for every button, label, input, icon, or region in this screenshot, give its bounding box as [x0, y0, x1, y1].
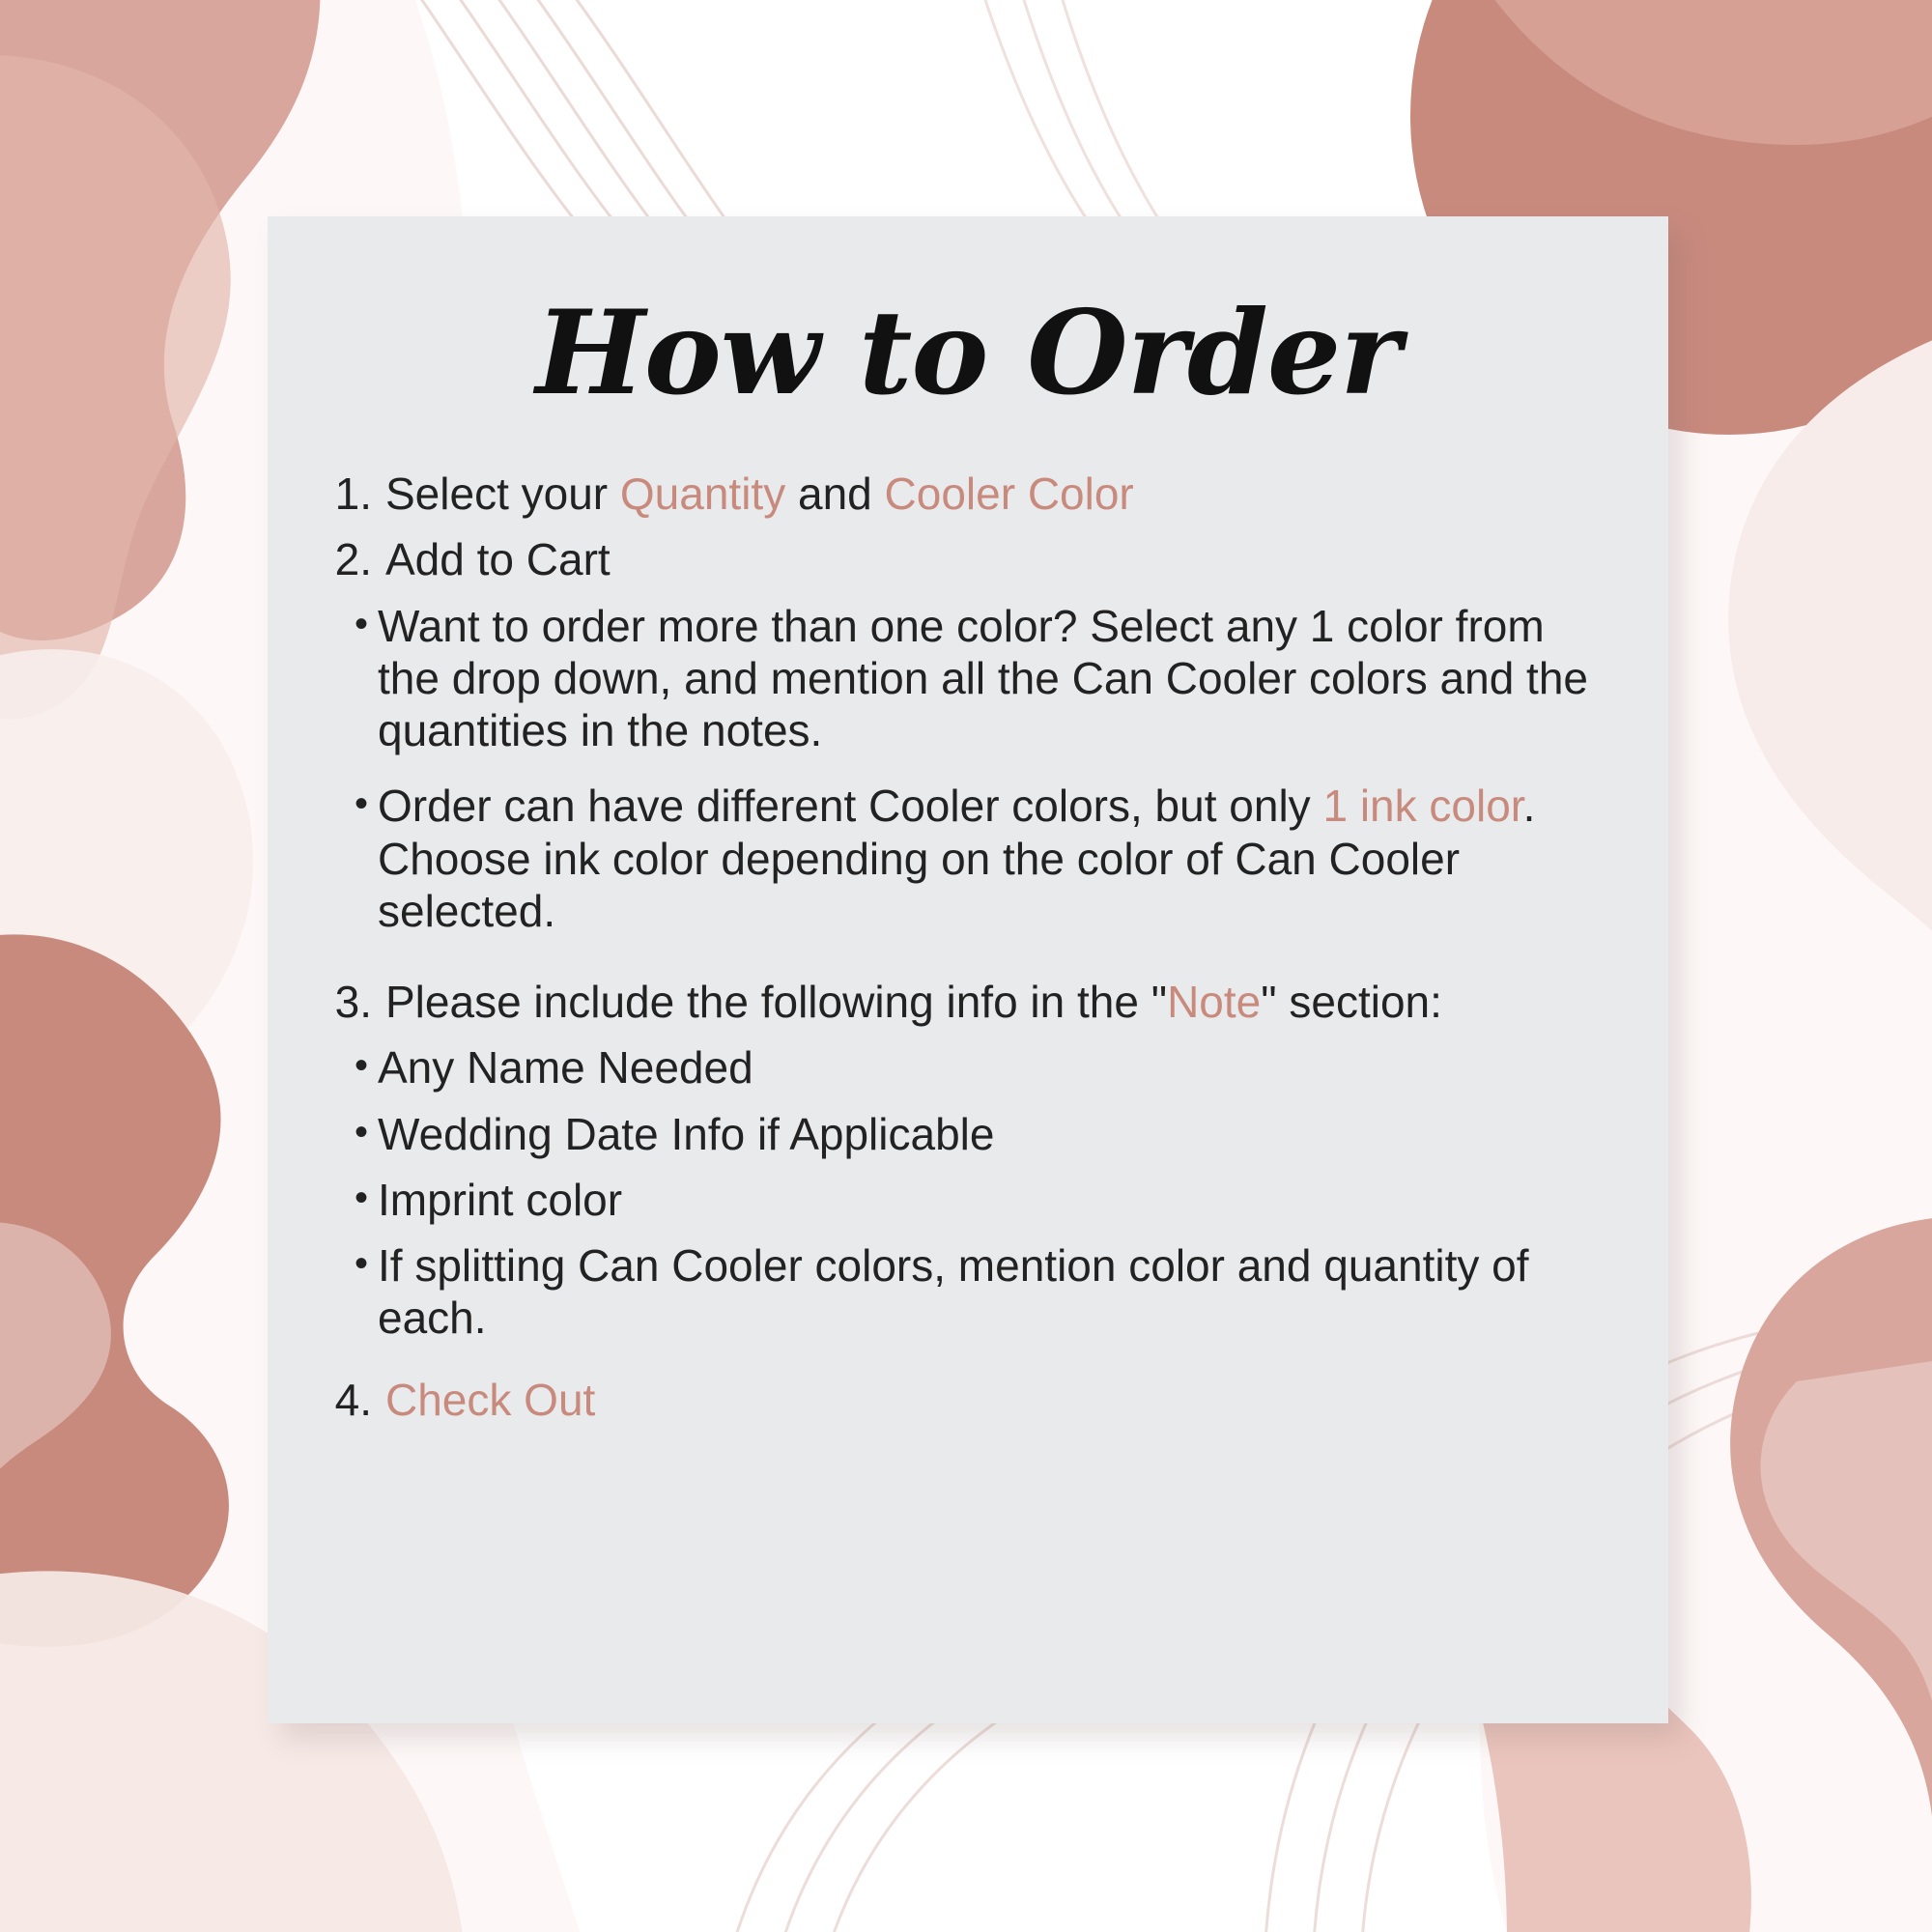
- step-text: [385, 976, 1610, 1028]
- bullet-text: Imprint color: [378, 1174, 623, 1225]
- bullet-icon: •: [354, 1044, 368, 1088]
- bullet-icon: •: [354, 1176, 368, 1219]
- bullet-text-part: Order can have different Cooler colors, but only: [378, 781, 1323, 832]
- list-item-step2-bullet-1: [326, 600, 1610, 757]
- bullet-text: Wedding Date Info if Applicable: [378, 1108, 995, 1159]
- step-text-part: " section:: [1261, 977, 1442, 1028]
- step-number: 1.: [334, 469, 372, 519]
- list-item-step3-bullet-3: [326, 1174, 1610, 1226]
- step-number: 4.: [334, 1374, 372, 1425]
- list-item-step-2: [326, 533, 1610, 585]
- step-number: 2.: [334, 534, 372, 585]
- list-item-step-4: [326, 1374, 1610, 1426]
- bullet-text: [378, 780, 1610, 937]
- bullet-icon: •: [354, 1110, 368, 1153]
- bullet-icon: •: [354, 602, 368, 645]
- how-to-order-card: [268, 216, 1668, 1723]
- bullet-icon: •: [354, 782, 368, 826]
- step-text: [385, 468, 1610, 520]
- step-text-check-out: Check Out: [385, 1374, 596, 1425]
- list-item-step2-bullet-2: [326, 780, 1610, 937]
- bullet-text: Want to order more than one color? Select any 1 color from the drop down, and mention all the Can Cooler colors and the quantities in the notes.: [378, 600, 1589, 756]
- page-title: How to Order: [535, 285, 1401, 421]
- step-text: Add to Cart: [385, 534, 611, 585]
- step-number: 3.: [334, 977, 372, 1028]
- bullet-text: If splitting Can Cooler colors, mention color and quantity of each.: [378, 1240, 1529, 1344]
- bullet-icon: •: [354, 1242, 368, 1286]
- bullet-text-part: . Choose ink color depending on the color of Can Cooler selected.: [378, 781, 1536, 936]
- list-item-step-1: [326, 468, 1610, 520]
- list-item-step3-bullet-4: [326, 1239, 1610, 1345]
- step-text-accent-cooler-color: Cooler Color: [884, 469, 1134, 519]
- instructions-list: [268, 412, 1668, 1426]
- list-item-step3-bullet-2: [326, 1108, 1610, 1160]
- step-text-accent-note: Note: [1167, 977, 1262, 1028]
- step-text-part: and: [785, 469, 885, 519]
- step-text-part: Select your: [385, 469, 620, 519]
- list-item-step-3: [326, 976, 1610, 1028]
- list-item-step3-bullet-1: [326, 1041, 1610, 1094]
- bullet-text: Any Name Needed: [378, 1042, 753, 1094]
- step-text-accent-quantity: Quantity: [619, 469, 786, 519]
- bullet-text-accent-ink-color: 1 ink color: [1322, 781, 1523, 832]
- step-text-part: Please include the following info in the ": [385, 977, 1168, 1028]
